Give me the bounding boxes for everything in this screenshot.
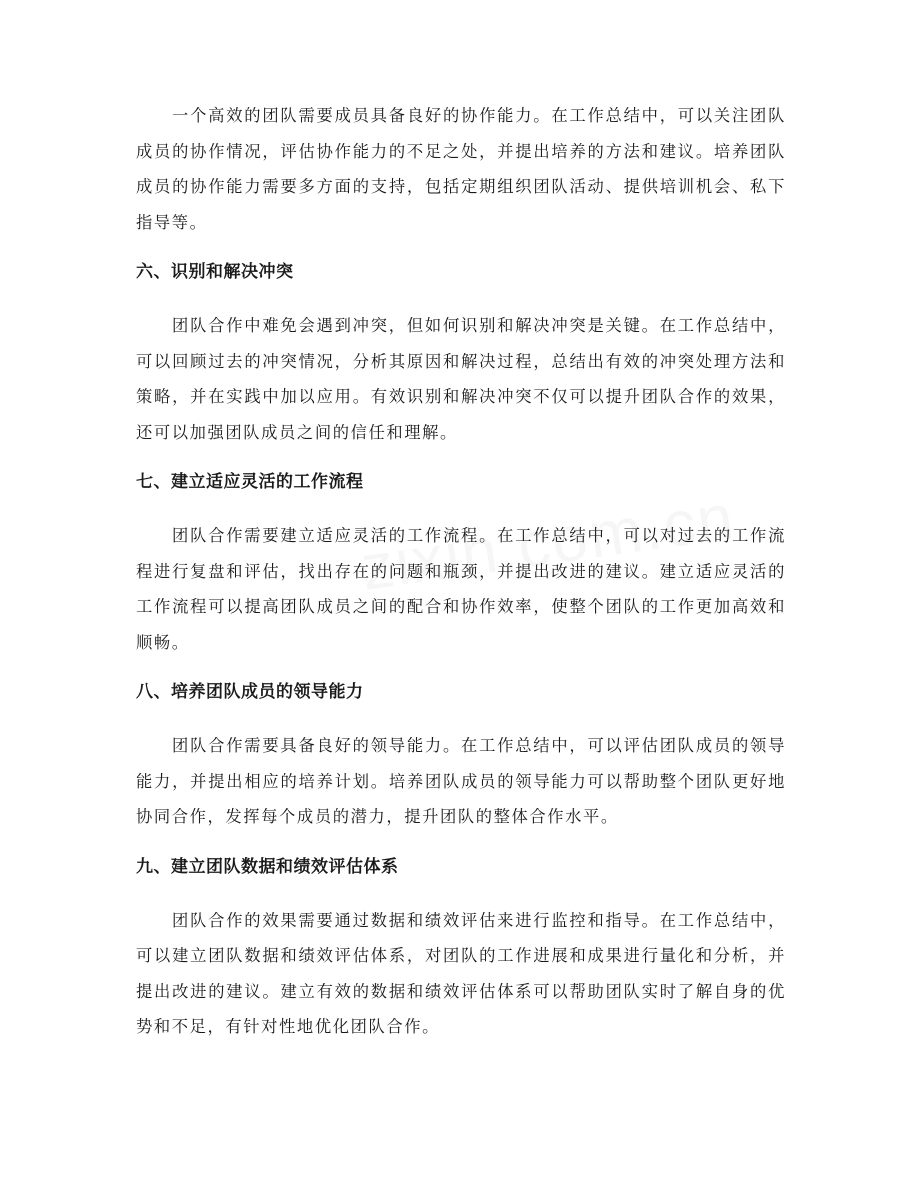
paragraph-leadership: 团队合作需要具备良好的领导能力。在工作总结中，可以评估团队成员的领导能力，并提出相应的培养计划。培养团队成员的领导能力可以帮助整个团队更好地协同合作，发挥每个成员的潜力，提升团队的整体合作水平。 [136,736,786,826]
paragraph-performance: 团队合作的效果需要通过数据和绩效评估来进行监控和指导。在工作总结中，可以建立团队数据和绩效评估体系，对团队的工作进展和成果进行量化和分析，并提出改进的建议。建立有效的数据和绩效评估体系可以帮助团队实时了解自身的优势和不足，有针对性地优化团队合作。 [136,910,786,1036]
paragraph-collaboration: 一个高效的团队需要成员具备良好的协作能力。在工作总结中，可以关注团队成员的协作情况，评估协作能力的不足之处，并提出培养的方法和建议。培养团队成员的协作能力需要多方面的支持，包括定期组织团队活动、提供培训机会、私下指导等。 [136,106,786,232]
paragraph-conflict: 团队合作中难免会遇到冲突，但如何识别和解决冲突是关键。在工作总结中，可以回顾过去的冲突情况，分析其原因和解决过程，总结出有效的冲突处理方法和策略，并在实践中加以应用。有效识别和解决冲突不仅可以提升团队合作的效果，还可以加强团队成员之间的信任和理解。 [136,316,786,442]
document-body [136,98,786,1045]
paragraph-workflow: 团队合作需要建立适应灵活的工作流程。在工作总结中，可以对过去的工作流程进行复盘和评估，找出存在的问题和瓶颈，并提出改进的建议。建立适应灵活的工作流程可以提高团队成员之间的配合和协作效率，使整个团队的工作更加高效和顺畅。 [136,526,786,652]
heading-section-7: 七、建立适应灵活的工作流程 [136,472,364,492]
heading-section-9: 九、建立团队数据和绩效评估体系 [136,856,399,877]
heading-section-6: 六、识别和解决冲突 [136,262,294,282]
heading-section-8: 八、培养团队成员的领导能力 [136,682,364,702]
